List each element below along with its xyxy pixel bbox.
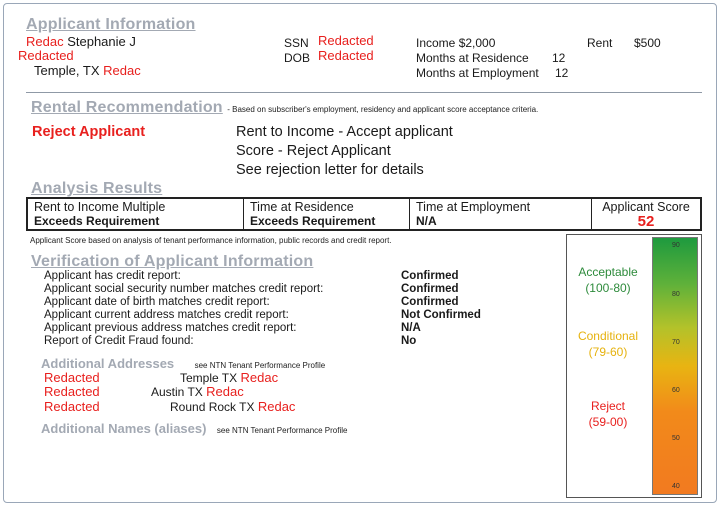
- dob-value: Redacted: [318, 48, 374, 63]
- scale-tick: 80: [672, 291, 680, 298]
- divider: [26, 92, 702, 93]
- analysis-section-title: Analysis Results: [31, 180, 163, 197]
- city-redaction: Redac: [103, 63, 141, 78]
- rent-label: Rent: [587, 36, 613, 50]
- aliases-header: [41, 420, 347, 438]
- address-city: Temple TX: [180, 371, 238, 385]
- verification-label: Applicant previous address matches credit report:: [44, 322, 297, 334]
- analysis-cell-header: Time at Residence: [250, 200, 354, 214]
- address-city-redaction: Redac: [240, 370, 279, 385]
- analysis-table: [26, 197, 702, 231]
- addresses-title: Additional Addresses: [41, 356, 175, 371]
- analysis-cell-value: Exceeds Requirement: [250, 214, 376, 228]
- level-name: Conditional: [577, 329, 639, 343]
- address-city-line: [170, 399, 295, 414]
- analysis-cell-rent-income: [28, 199, 244, 229]
- screening-report: [3, 3, 717, 503]
- employment-value: 12: [555, 66, 569, 80]
- score-value: 52: [637, 213, 655, 230]
- applicant-name: Stephanie J: [67, 34, 136, 49]
- score-gradient-bar: [652, 237, 698, 495]
- address-city-line: [151, 384, 244, 399]
- verification-labels: [44, 270, 323, 348]
- verification-value: N/A: [401, 322, 421, 334]
- analysis-cell-residence: [244, 199, 410, 229]
- verification-value: Not Confirmed: [401, 309, 481, 321]
- residence-label: Months at Residence: [416, 51, 529, 65]
- residence-value: 12: [552, 51, 566, 65]
- level-conditional: [565, 328, 651, 360]
- verification-label: Applicant social security number matches credit report:: [44, 283, 324, 295]
- aliases-note: see NTN Tenant Performance Profile: [216, 426, 348, 435]
- verification-label: Applicant date of birth matches credit report:: [44, 296, 270, 308]
- employment-label: Months at Employment: [416, 66, 539, 80]
- address-redaction: Redacted: [44, 384, 100, 399]
- dob-label: DOB: [284, 51, 311, 65]
- verification-values: [401, 270, 481, 348]
- level-range: (79-60): [588, 345, 628, 359]
- scale-tick: 50: [672, 435, 680, 442]
- scale-tick: 60: [672, 387, 680, 394]
- address-redaction: Redacted: [44, 399, 100, 414]
- verification-section-title: Verification of Applicant Information: [31, 253, 314, 270]
- ssn-value: Redacted: [318, 33, 374, 48]
- analysis-footnote: Applicant Score based on analysis of tenant performance information, public records and credit report.: [30, 236, 392, 245]
- level-acceptable: [565, 264, 651, 296]
- analysis-cell-header: Time at Employment: [416, 200, 531, 214]
- verification-label: Report of Credit Fraud found:: [44, 335, 194, 347]
- verification-value: No: [401, 335, 417, 347]
- verification-value: Confirmed: [401, 270, 459, 282]
- verification-value: Confirmed: [401, 296, 459, 308]
- address-city-redaction: Redac: [257, 399, 296, 414]
- recommendation-line-3: See rejection letter for details: [236, 162, 424, 178]
- address-redaction: Redacted: [44, 370, 100, 385]
- level-name: Acceptable: [578, 265, 638, 279]
- income-value: $2,000: [458, 36, 496, 50]
- applicant-section-title: Applicant Information: [26, 16, 196, 33]
- applicant-city: Temple, TX: [34, 63, 100, 78]
- income-label: Income: [416, 36, 456, 50]
- recommendation-line-2: Score - Reject Applicant: [236, 143, 391, 159]
- addresses-note: see NTN Tenant Performance Profile: [194, 361, 326, 370]
- score-header: Applicant Score: [602, 200, 690, 214]
- analysis-cell-header: Rent to Income Multiple: [34, 200, 166, 214]
- recommendation-line-1: Rent to Income - Accept applicant: [236, 124, 453, 140]
- recommendation-header: [31, 99, 538, 117]
- analysis-cell-value: N/A: [416, 214, 437, 228]
- aliases-title: Additional Names (aliases): [41, 421, 207, 436]
- verification-label: Applicant current address matches credit report:: [44, 309, 289, 321]
- address-city: Austin TX: [151, 385, 203, 399]
- ssn-label: SSN: [284, 36, 309, 50]
- analysis-cell-score: [592, 199, 700, 229]
- recommendation-section-title: Rental Recommendation: [31, 99, 223, 116]
- address-city-redaction: Redac: [206, 384, 244, 399]
- level-name: Reject: [590, 399, 625, 413]
- rent-value: $500: [634, 36, 661, 50]
- income-line: [416, 36, 495, 50]
- level-reject: [565, 398, 651, 430]
- scale-tick: 70: [672, 339, 680, 346]
- scale-tick: 40: [672, 483, 680, 490]
- address-city-line: [180, 370, 278, 385]
- level-range: (100-80): [585, 281, 631, 295]
- verification-label: Applicant has credit report:: [44, 270, 181, 282]
- verification-value: Confirmed: [401, 283, 459, 295]
- address-city: Round Rock TX: [170, 400, 255, 414]
- recommendation-note: - Based on subscriber's employment, residency and applicant score acceptance criteria.: [227, 105, 539, 114]
- applicant-name-line: [26, 34, 136, 49]
- level-range: (59-00): [588, 415, 628, 429]
- applicant-city-line: [34, 63, 141, 78]
- analysis-cell-employment: [410, 199, 592, 229]
- recommendation-decision: Reject Applicant: [32, 124, 146, 140]
- name-line2-redaction: Redacted: [18, 48, 74, 63]
- name-redaction: Redac: [26, 34, 64, 49]
- scale-tick: 90: [672, 242, 680, 249]
- analysis-cell-value: Exceeds Requirement: [34, 214, 160, 228]
